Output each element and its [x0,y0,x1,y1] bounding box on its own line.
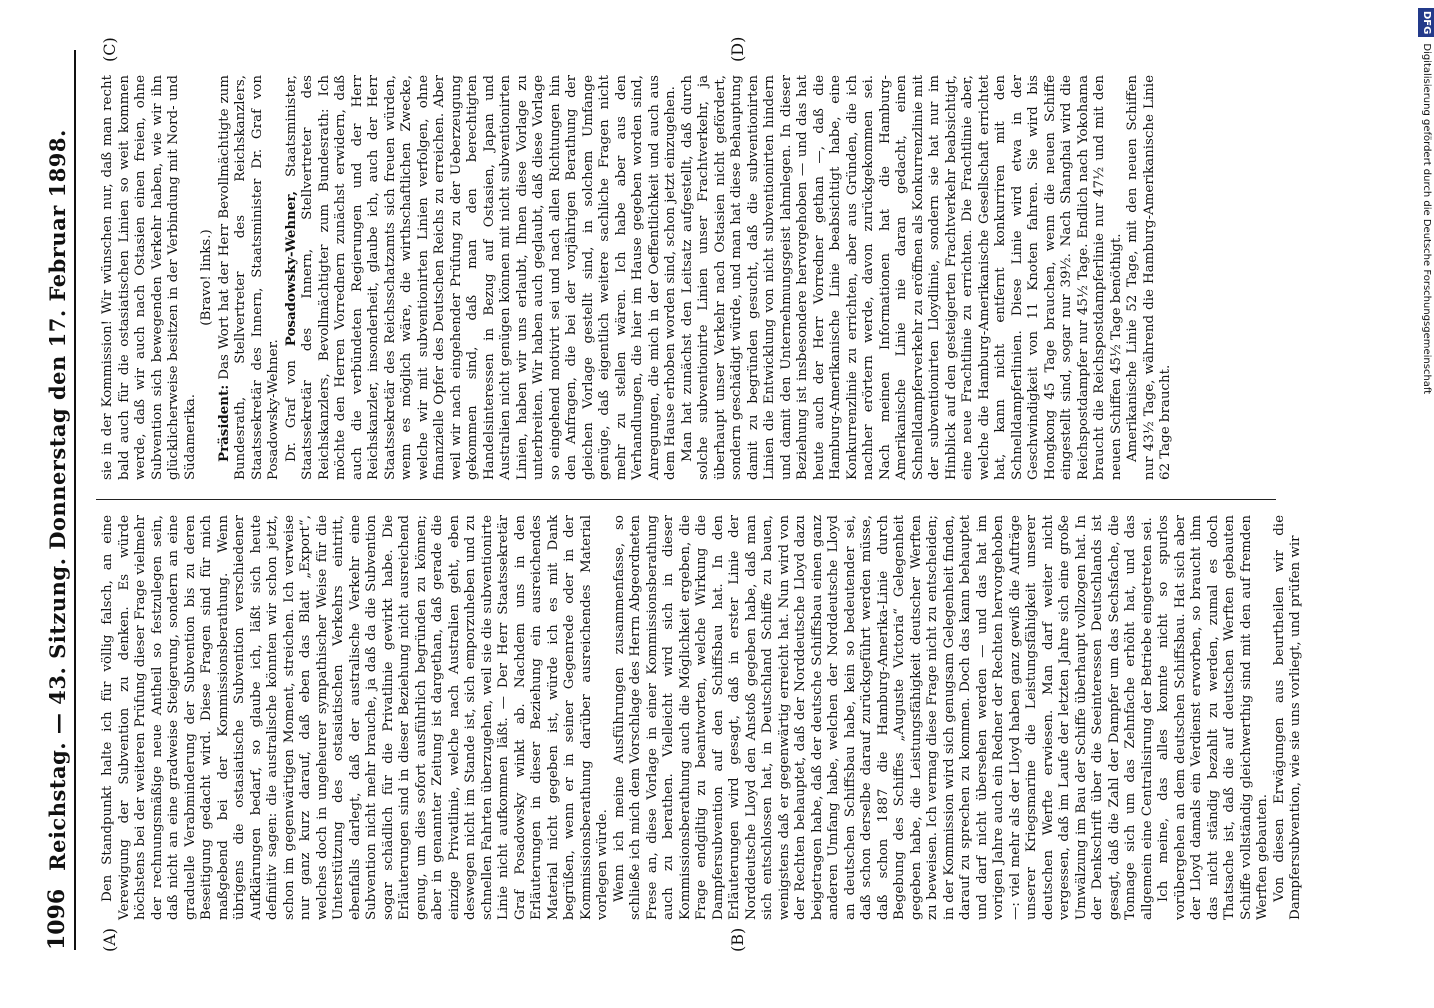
column-divider [96,499,1276,500]
dfg-logo: DFG [1418,8,1434,37]
page-number: 1096 [44,888,70,950]
paragraph: Wenn ich meine Ausführungen zusammenfasse, so schließe ich mich dem Vorschlage des Herrn Abgeordneten Frese an, diese Vorlage in einer Kommissionsberathung auch zu berathen. Vielleicht wird sich in dieser Kommissionsberathung auch die Möglichkeit ergeben, die Frage endgiltig zu beantworten, welche Wirkung die Dampfersubvention auf den Schiffsbau hat. In den Erläuterungen wird gesagt, daß in erster Linie der Norddeutsche Lloyd den Anstoß gegeben habe, daß man sich entschlossen hat, in Deutschland Schiffe zu bauen, wenigstens daß er gegenwärtig erreicht hat. Nun wird von der Rechten behauptet, daß der Norddeutsche Lloyd dazu beigetragen habe, daß der deutsche Schiffsbau einen ganz anderen Umfang habe, welchen der Norddeutsche Lloyd an deutschen Schiffsbau habe, kein so bedeutender sei, daß schon derselbe darauf zurückgeführt werden müsse, daß schon 1887 die Hamburg-Amerika-Linie durch Begebung des Schiffes „Auguste Victoria“ Gelegenheit gegeben habe, die Leistungsfähigkeit deutscher Werften zu beweisen. Ich vermag diese Frage nicht zu entscheiden; in der Kommission wird sich genugsam Gelegenheit finden, darauf zu sprechen zu kommen. Doch das kann behauptet und darf nicht übersehen werden — und das hat im vorigen Jahre auch ein Redner der Rechten hervorgehoben —: viel mehr als der Lloyd haben ganz gewiß die Aufträge unserer Kriegsmarine die Leistungsfähigkeit unserer deutschen Werfte erwiesen. Man darf weiter nicht vergessen, daß im Laufe der letzten Jahre sich eine große Umwälzung im Bau der Schiffe überhaupt vollzogen hat. In der Denkschrift über die Seeinteressen Deutschlands ist gesagt, daß die Zahl der Dampfer um das Sechsfache, die Tonnage sich um das Zehnfache erhöht hat, und das allgemein eine Centralisirung der Betriebe eingetreten sei. [611,515,1155,920]
speaker-name: Posadowsky-Wehner, [282,190,299,347]
paragraph: Ich meine, das alles konnte nicht so spurlos vorübergehen an dem deutschen Schiffsbau. Hat sich aber der Lloyd damals ein Verdienst erworben, so braucht ihm das nicht ständig bezahlt zu werden, zumal es doch Thatsache ist, daß die auf deutschen Werften gebauten Schiffe vollständig gleichwerthig sind mit den auf fremden Werften gebauten. [1156,515,1270,920]
speaker-prefix: Dr. Graf von [283,360,299,462]
page-header [40,50,76,950]
speech-text: Das Wort hat der Herr Bevollmächtigte zum Bundesrath, Stellvertreter des Reichskanzlers, Staatssekretär des Innern, Staatsminister Dr. Graf von Posadowsky-Wehner. [216,75,281,480]
margin-mark-c: (C) [100,37,119,62]
applause-note: (Bravo! links.) [199,229,214,326]
right-text-column [100,75,1175,480]
paragraph [283,75,680,480]
paragraph: Man hat zunächst den Leitsatz aufgestellt, daß durch solche subventionirte Linien unser Frachtverkehr, ja überhaupt unser Verkehr nach Ostasien nicht gefördert, sondern geschädigt würde, und man hat diese Behauptung damit zu begründen gesucht, daß die subventionirten Linien die Entwicklung von nicht subventionirten hindern und damit den Unternehmungsgeist lahmlegen. In dieser Beziehung ist insbesondere hervorgehoben — und das hat heute auch der Herr Vorredner gethan —, daß die Hamburg-Amerikanische Linie beabsichtigt habe, eine Konkurrenzlinie zu errichten, aber aus Gründen, die ich nachher erörtern werde, davon zurückgekommen sei. Nach meinen Informationen hat die Hamburg-Amerikanische Linie nie daran gedacht, einen Schnelldampferverkehr zu eröffnen als Konkurrenzlinie mit der subventionirten Lloydlinie, sondern sie hat nur im Hinblick auf den gesteigerten Frachtverkehr beabsichtigt, eine neue Frachtlinie zu errichten. Die Frachtlinie aber, welche die Hamburg-Amerikanische Gesellschaft errichtet hat, kann nicht entfernt konkurriren mit den Schnelldampferlinien. Diese Linie wird etwa in der Geschwindigkeit von 11 Knoten fahren. Sie wird bis Hongkong 45 Tage brauchen, wenn die neuen Schiffe eingestellt sind, sogar nur 39½. Nach Shanghai wird die Reichspostdampfer nur 45½ Tage. Endlich nach Yokohama braucht die Reichspostdampferlinie nur 47½ und mit den neuen Schiffen 45½ Tage benöthigt. [679,75,1124,480]
digitization-credit [1418,0,1434,1000]
margin-mark-a: (A) [100,927,119,952]
credit-text: Digitalisierung gefördert durch die Deutsche Forschungsgemeinschaft [1421,43,1432,395]
running-title: Reichstag. — 43. Sitzung. Donnerstag den 17. Februar 1898. [45,129,70,871]
paragraph: sie in der Kommission! Wir wünschen nur, daß man recht bald auch für die ostasiatischen Linien so weit kommen werde, daß wir auch nach Ostasien einen freien, ohne Subvention sich bewegenden Verkehr haben, wie wir ihn glücklicherweise besitzen in der Verbindung mit Nord- und Südamerika. [100,75,198,480]
speech-text: Staatsminister, Staatssekretär des Innern, Stellvertreter des Reichskanzlers, Bevollmächtigter zum Bundesrath: Ich möchte den Herren Vorrednern zunächst erwidern, daß auch die verbündeten Regierungen und der Herr Reichskanzler, insonderheit, glaube ich, auch der Herr Staatssekretär des Reichsschatzamts sich freuen würden, wenn es möglich wäre, die wirthschaftlichen Zwecke, welche wir mit subventionirten Linien verfolgen, ohne finanzielle Opfer des Deutschen Reichs zu erreichen. Aber weil wir nach eingehender Prüfung zu der Ueberzeugung gekommen sind, daß man den berechtigten Handelsinteressen in Bezug auf Ostasien, Japan und Australien nicht genügen können mit nicht subventionirten Linien, haben wir uns erlaubt, Ihnen diese Vorlage zu unterbreiten. Wir haben auch geglaubt, daß diese Vorlage so eingehend motivirt sei und nach allen Richtungen hin den Anfragen, die bei der vorjährigen Berathung der gleichen Vorlage gestellt sind, in solchem Umfange genüge, daß eigentlich weitere sachliche Fragen nicht mehr zu stellen wären. Ich habe aber aus den Verhandlungen, die hier im Hause gegeben worden sind, Anregungen, die mich in der Oeffentlichkeit und auch aus dem Hause erhoben worden sind, schon jetzt einzugehen. [283,75,678,480]
paragraph: Amerikanische Linie 52 Tage, mit den neuen Schiffen nur 43½ Tage, während die Hamburg-Amerikanische Linie 62 Tage braucht. [1125,75,1173,480]
speaker-label: Präsident: [215,384,232,462]
margin-mark-b: (B) [728,927,747,952]
paragraph [216,75,283,480]
paragraph: Den Standpunkt halte ich für völlig falsch, an eine Verewigung der Subvention zu denken. Es würde höchstens bei der weiteren Prüfung dieser Frage vielmehr der rechnungsmäßige neue Antheil so festzulegen sein, daß nicht an eine gradweise Steigerung, sondern an eine graduelle Verabminderung der Subvention bis zu deren Beseitigung gedacht wird. Diese Fragen sind für mich maßgebend bei der Kommissionsberathung. Wenn übrigens die ostasiatische Subvention verschiedener Aufklärungen bedarf, so glaube ich, läßt sich heute definitiv sagen: die australische könnten wir schon jetzt, schon im gegenwärtigen Moment, streichen. Ich verweise nur ganz kurz darauf, daß eben das Blatt „Export“, welches doch in ungeheurer sympathischer Weise für die Unterstützung des ostasiatischen Verkehrs eintritt, ebenfalls darlegt, daß der australische Verkehr eine Subvention nicht mehr brauche, ja daß da die Subvention sogar schädlich für die Privatlinie gewirkt habe. Die Erläuterungen sind in dieser Beziehung nicht ausreichend genug, um dies sofort ausführlich begründen zu können; aber in genannter Zeitung ist dargethan, daß gerade die einzige Privatlinie, welche nach Australien geht, eben deswegen nicht im Stande ist, sich emporzuheben und zu schnellen Fahrten überzugehen, weil sie die subventionirte Linie nicht aufkommen läßt. — Der Herr Staatssekretär Graf Posadowsky winkt ab. Nachdem uns in den Erläuterungen in dieser Beziehung ein ausreichendes Material nicht gegeben ist, würde ich es mit Dank begrüßen, wenn er in seiner Gegenrede oder in der Kommissionsberathung darüber ausreichendes Material vorlegen würde. [100,515,610,920]
margin-mark-d: (D) [728,36,747,62]
left-text-column [100,515,1305,920]
paragraph: Von diesen Erwägungen aus beurtheilen wir die Dampfersubvention, wie sie uns vorliegt, und prüfen wir [1271,515,1303,920]
